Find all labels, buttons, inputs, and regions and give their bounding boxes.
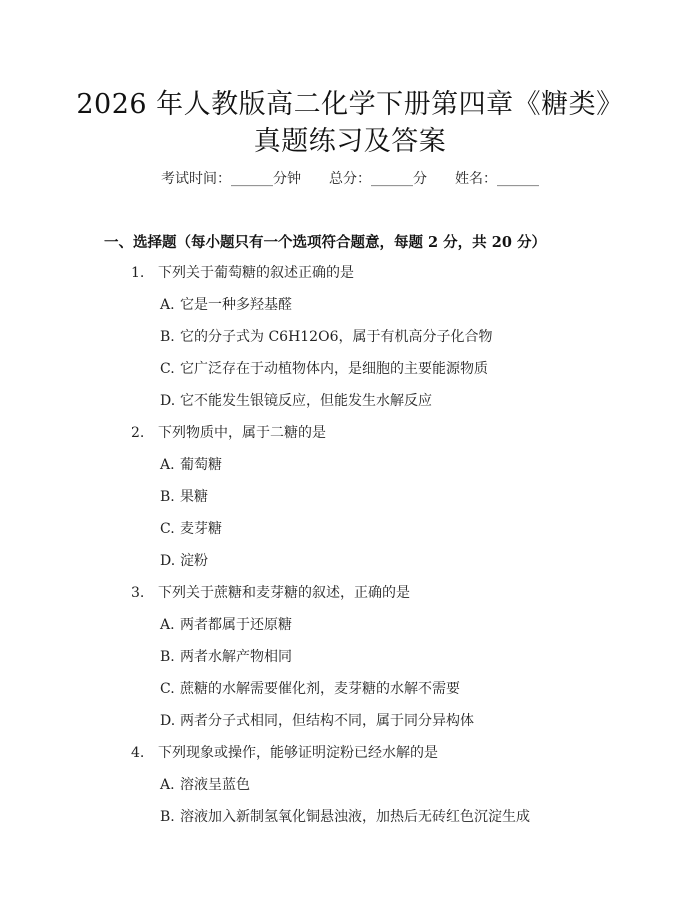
- option-letter: B.: [160, 649, 175, 665]
- option-letter: A.: [160, 297, 175, 313]
- exam-info: [0, 168, 700, 188]
- option-3a: [160, 614, 292, 634]
- question-4: [131, 742, 438, 762]
- option-text: 果糖: [180, 489, 208, 505]
- option-letter: D.: [160, 713, 176, 729]
- option-3d: [160, 710, 474, 730]
- option-letter: A.: [160, 617, 175, 633]
- option-1a: [160, 294, 292, 314]
- student-name: 姓名：______: [455, 171, 539, 187]
- question-number: 3.: [131, 585, 145, 601]
- option-1b: [160, 326, 492, 346]
- option-4b: [160, 806, 530, 826]
- option-text: 它的分子式为 C6H12O6，属于有机高分子化合物: [180, 329, 493, 345]
- question-number: 2.: [131, 425, 145, 441]
- option-letter: B.: [160, 489, 175, 505]
- question-1: [131, 262, 354, 282]
- option-2b: [160, 486, 208, 506]
- option-text: 它不能发生银镜反应，但能发生水解反应: [180, 393, 432, 409]
- option-letter: D.: [160, 553, 176, 569]
- question-number: 4.: [131, 745, 145, 761]
- section-heading: 一、选择题（每小题只有一个选项符合题意，每题 2 分，共 20 分）: [104, 234, 546, 251]
- question-text: 下列现象或操作，能够证明淀粉已经水解的是: [158, 745, 438, 761]
- option-text: 两者分子式相同，但结构不同，属于同分异构体: [180, 713, 474, 729]
- option-text: 它广泛存在于动植物体内，是细胞的主要能源物质: [180, 361, 488, 377]
- option-letter: A.: [160, 777, 175, 793]
- page-title-line1: 2026 年人教版高二化学下册第四章《糖类》: [76, 89, 624, 120]
- option-letter: C.: [160, 521, 175, 537]
- question-text: 下列关于蔗糖和麦芽糖的叙述，正确的是: [158, 585, 410, 601]
- option-text: 两者水解产物相同: [180, 649, 292, 665]
- option-text: 葡萄糖: [180, 457, 222, 473]
- question-text: 下列物质中，属于二糖的是: [158, 425, 326, 441]
- question-text: 下列关于葡萄糖的叙述正确的是: [158, 265, 354, 281]
- option-text: 蔗糖的水解需要催化剂，麦芽糖的水解不需要: [180, 681, 460, 697]
- option-2c: [160, 518, 222, 538]
- question-number: 1.: [131, 265, 145, 281]
- option-letter: D.: [160, 393, 176, 409]
- option-letter: A.: [160, 457, 175, 473]
- option-text: 麦芽糖: [180, 521, 222, 537]
- option-letter: B.: [160, 809, 175, 825]
- option-text: 溶液呈蓝色: [180, 777, 250, 793]
- exam-time: 考试时间：______分钟: [161, 171, 301, 187]
- option-1c: [160, 358, 488, 378]
- option-2d: [160, 550, 208, 570]
- option-letter: C.: [160, 361, 175, 377]
- option-3c: [160, 678, 460, 698]
- option-text: 它是一种多羟基醛: [180, 297, 292, 313]
- page-title-line2: 真题练习及答案: [253, 126, 447, 157]
- option-2a: [160, 454, 222, 474]
- option-letter: C.: [160, 681, 175, 697]
- option-text: 淀粉: [180, 553, 208, 569]
- question-3: [131, 582, 410, 602]
- option-4a: [160, 774, 250, 794]
- option-1d: [160, 390, 432, 410]
- option-text: 溶液加入新制氢氧化铜悬浊液，加热后无砖红色沉淀生成: [180, 809, 530, 825]
- question-2: [131, 422, 326, 442]
- option-letter: B.: [160, 329, 175, 345]
- option-text: 两者都属于还原糖: [180, 617, 292, 633]
- total-score: 总分：______分: [329, 171, 427, 187]
- option-3b: [160, 646, 292, 666]
